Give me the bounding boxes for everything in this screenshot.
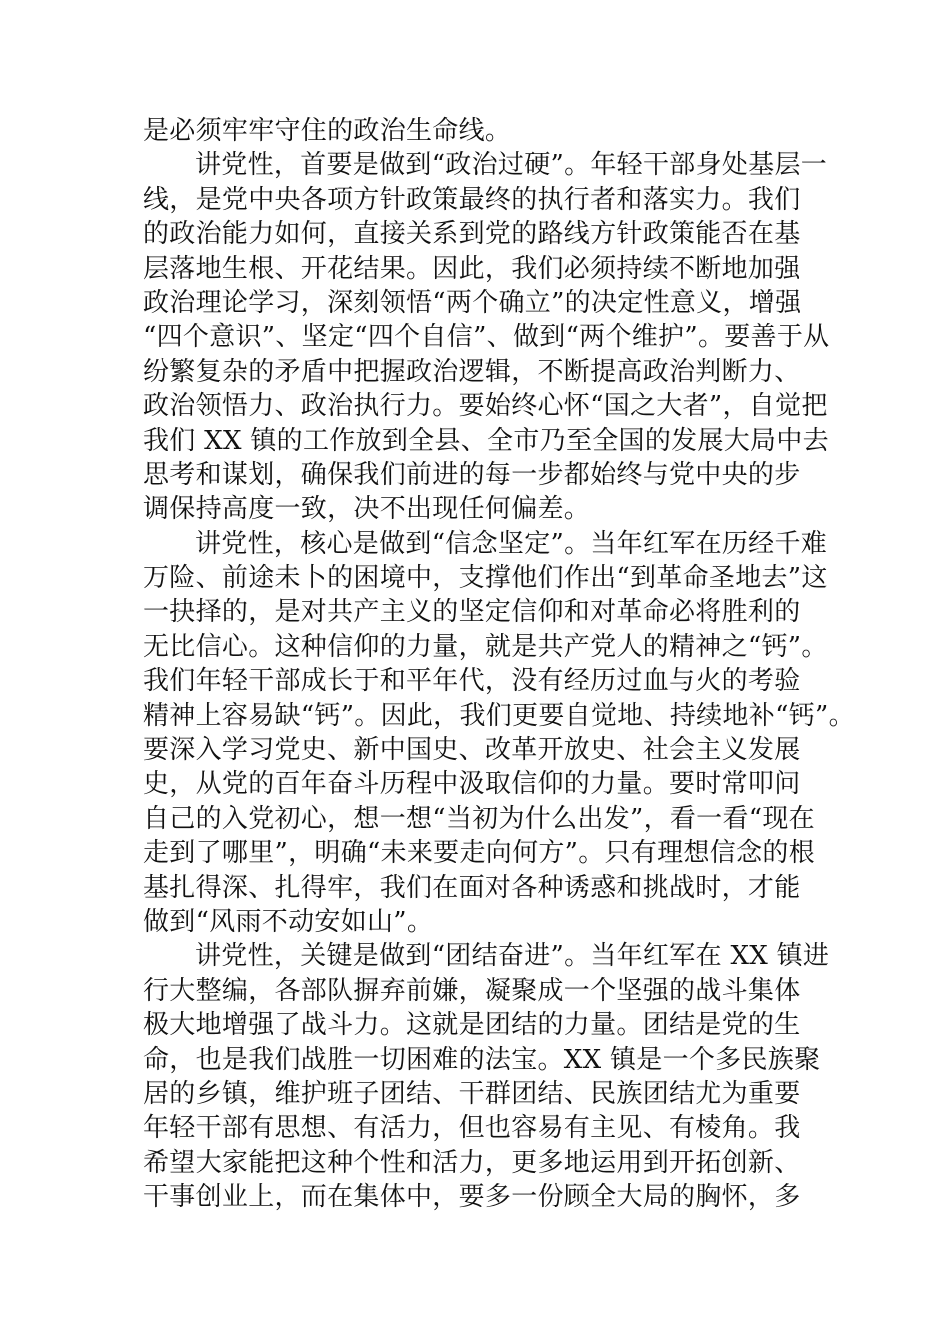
text-line: 基扎得深、扎得牢，我们在面对各种诱惑和挑战时，才能 [143, 872, 801, 903]
text-line: 做到“风雨不动安如山”。 [143, 906, 434, 937]
text-line: 我们年轻干部成长于和平年代，没有经历过血与火的考验 [143, 666, 801, 697]
text-line: 我们 XX 镇的工作放到全县、全市乃至全国的发展大局中去 [143, 425, 829, 456]
text-line: 居的乡镇，维护班子团结、干群团结、民族团结尤为重要 [143, 1078, 801, 1109]
text-line: 调保持高度一致，决不出现任何偏差。 [143, 494, 591, 525]
paragraph-start-line: 讲党性，核心是做到“信念坚定”。当年红军在历经千难 [195, 528, 828, 559]
paragraph-start-line: 讲党性，首要是做到“政治过硬”。年轻干部身处基层一 [195, 150, 828, 181]
text-line: 思考和谋划，确保我们前进的每一步都始终与党中央的步 [143, 459, 801, 490]
text-line: 纷繁复杂的矛盾中把握政治逻辑，不断提高政治判断力、 [143, 356, 801, 387]
text-line: 线，是党中央各项方针政策最终的执行者和落实力。我们 [143, 184, 801, 215]
text-line: 精神上容易缺“钙”。因此，我们更要自觉地、持续地补“钙”。 [143, 700, 855, 731]
text-line: 层落地生根、开花结果。因此，我们必须持续不断地加强 [143, 253, 801, 284]
text-line: 是必须牢牢守住的政治生命线。 [143, 116, 512, 146]
text-line: 万险、前途未卜的困境中，支撑他们作出“到革命圣地去”这 [143, 563, 828, 594]
text-line: 自己的入党初心，想一想“当初为什么出发”，看一看“现在 [143, 803, 815, 834]
text-line: 走到了哪里”，明确“未来要走向何方”。只有理想信念的根 [143, 838, 815, 869]
text-line: 希望大家能把这种个性和活力，更多地运用到开拓创新、 [143, 1147, 801, 1178]
document-body [143, 114, 855, 1215]
text-line: 命，也是我们战胜一切困难的法宝。XX 镇是一个多民族聚 [143, 1044, 821, 1075]
text-line: 要深入学习党史、新中国史、改革开放史、社会主义发展 [143, 735, 801, 766]
text-line: 的政治能力如何，直接关系到党的路线方针政策能否在基 [143, 219, 801, 250]
text-line: 年轻干部有思想、有活力，但也容易有主见、有棱角。我 [143, 1113, 801, 1144]
text-line: 政治领悟力、政治执行力。要始终心怀“国之大者”，自觉把 [143, 391, 828, 422]
paragraph-start-line: 讲党性，关键是做到“团结奋进”。当年红军在 XX 镇进 [195, 941, 830, 972]
text-line: 行大整编，各部队摒弃前嫌，凝聚成一个坚强的战斗集体 [143, 975, 801, 1006]
text-line: 一抉择的，是对共产主义的坚定信仰和对革命必将胜利的 [143, 597, 801, 628]
text-line: 干事创业上，而在集体中，要多一份顾全大局的胸怀，多 [143, 1182, 801, 1213]
text-line: 政治理论学习，深刻领悟“两个确立”的决定性意义，增强 [143, 287, 802, 318]
text-line: “四个意识”、坚定“四个自信”、做到“两个维护”。要善于从 [143, 322, 830, 353]
text-line: 无比信心。这种信仰的力量，就是共产党人的精神之“钙”。 [143, 631, 828, 662]
text-line: 史，从党的百年奋斗历程中汲取信仰的力量。要时常叩问 [143, 769, 801, 800]
text-line: 极大地增强了战斗力。这就是团结的力量。团结是党的生 [143, 1010, 801, 1041]
